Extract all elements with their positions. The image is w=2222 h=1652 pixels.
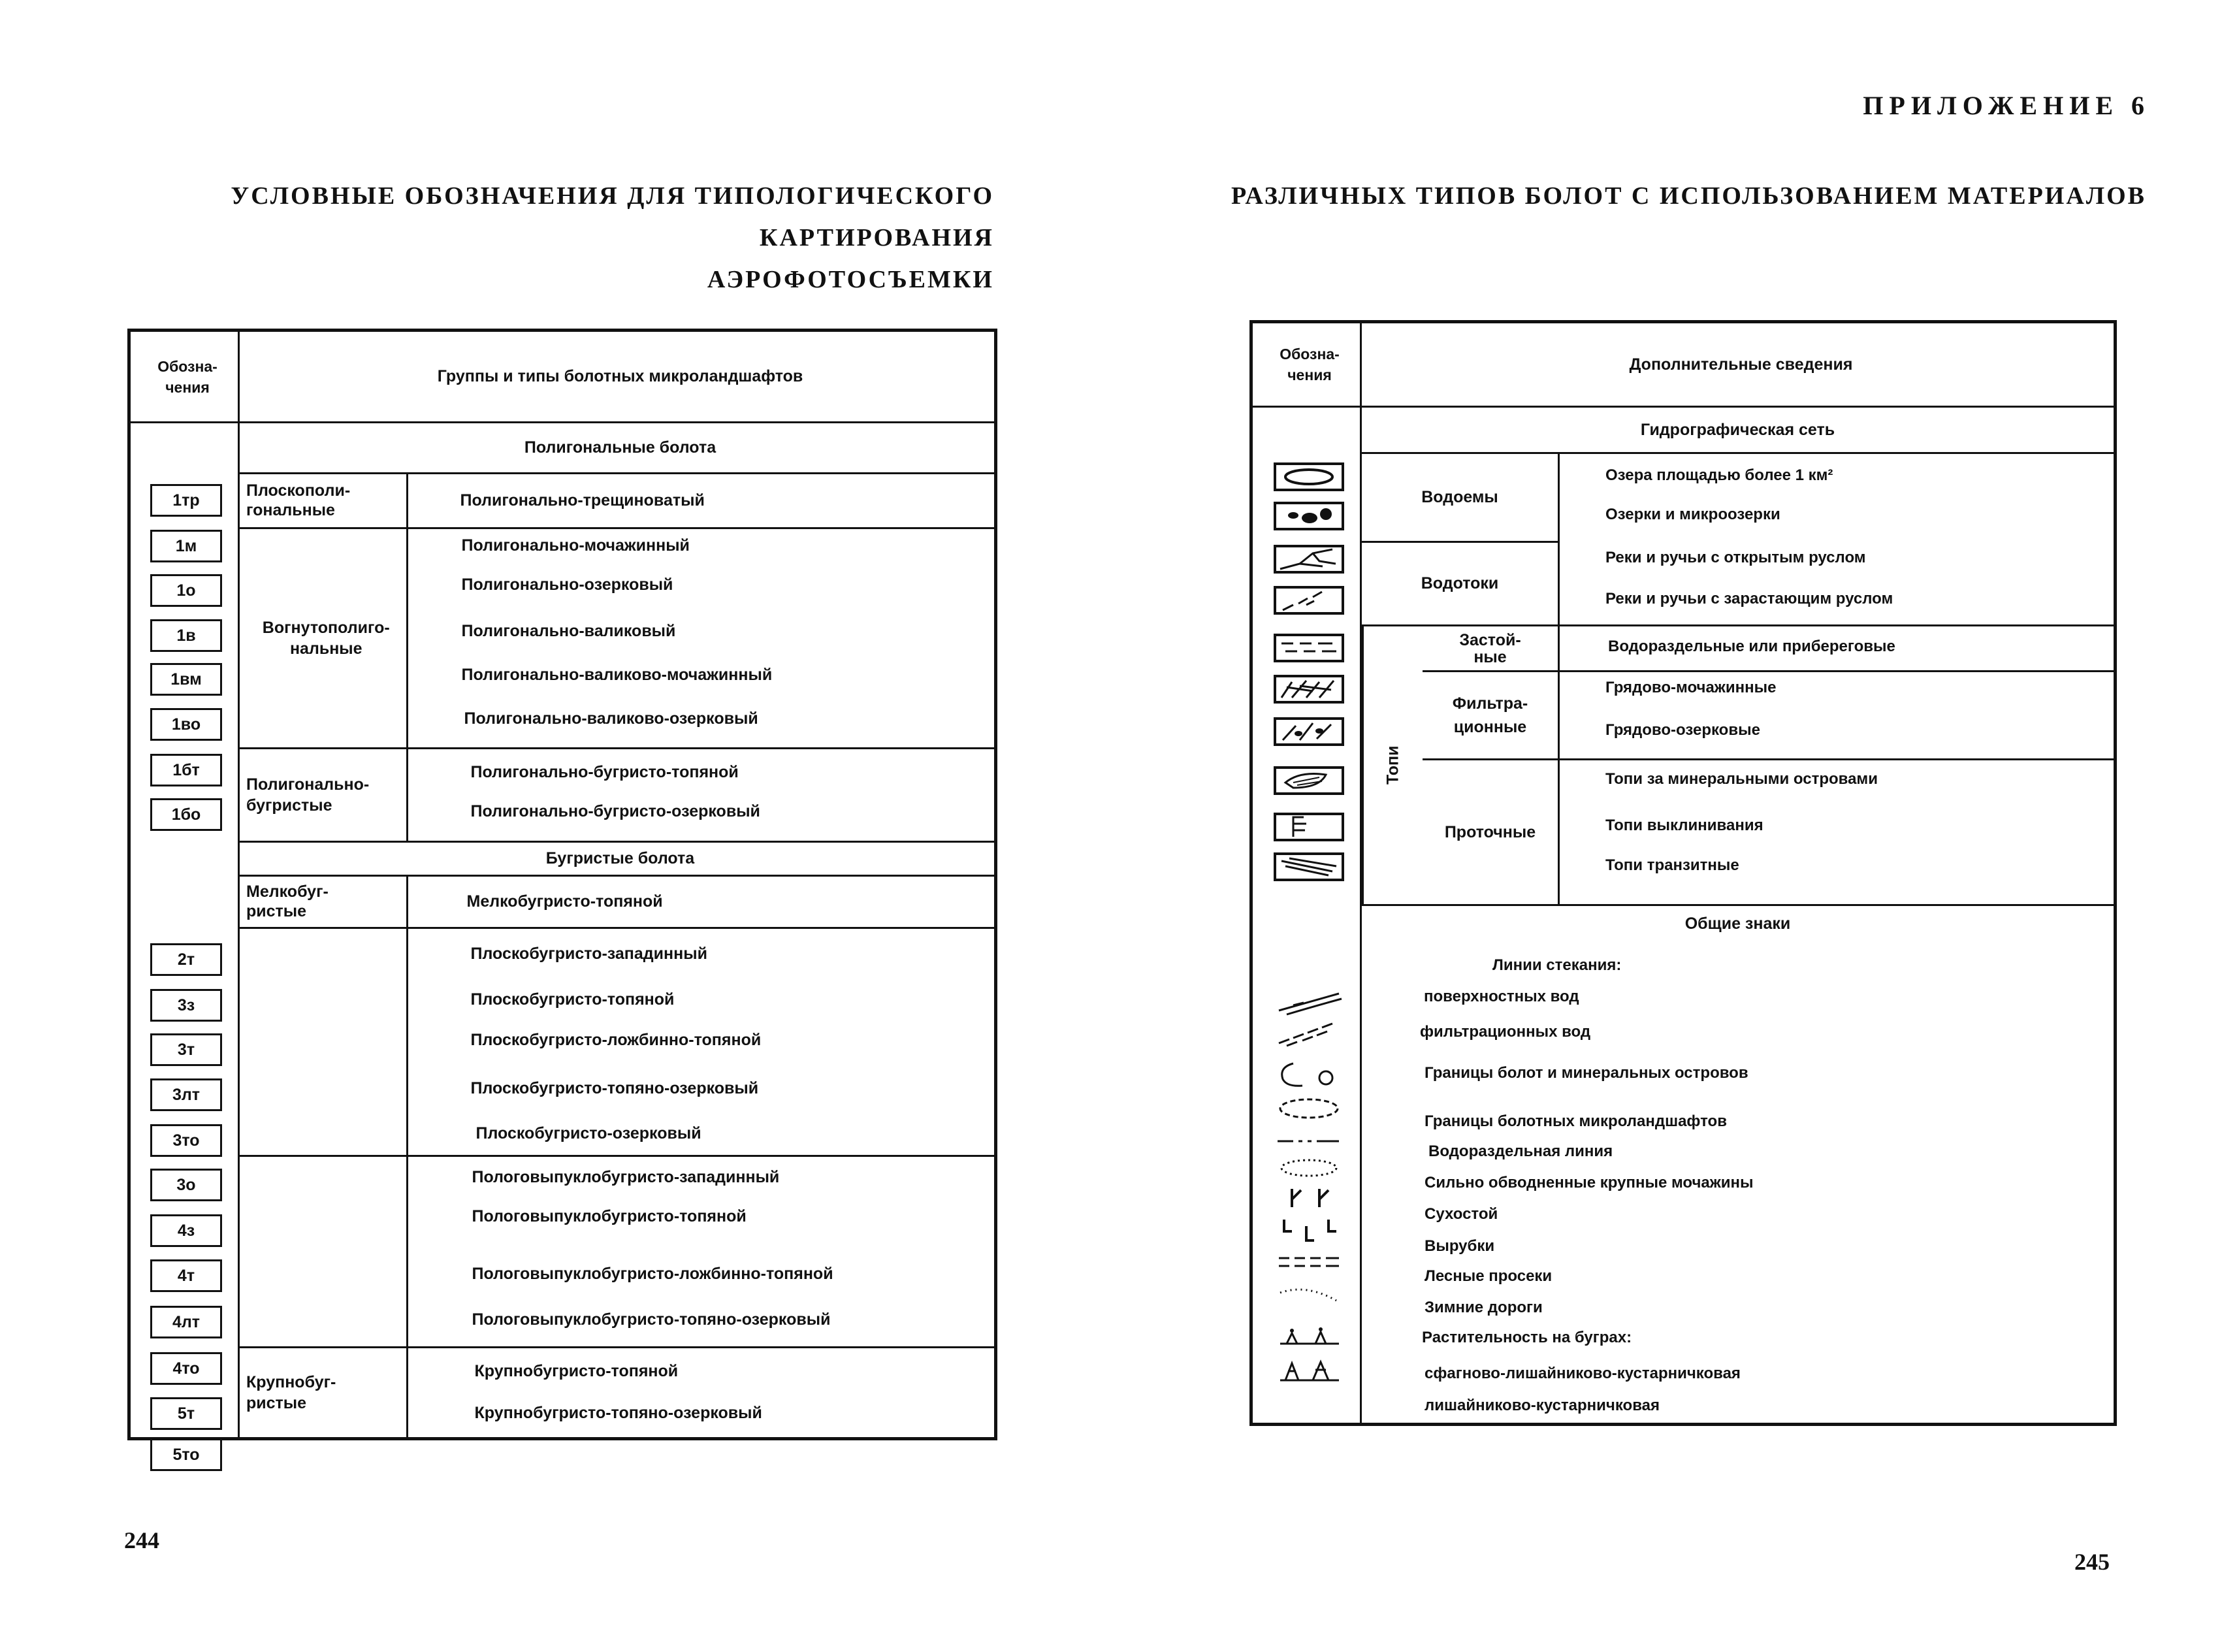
code-box: 4т [150,1259,222,1292]
group-polygonal-hummocky: Полигонально- бугристые [240,748,407,841]
right-legend-table [1249,320,2117,1426]
code-box: 3о [150,1169,222,1201]
code-box: 2т [150,943,222,976]
page-number-right: 245 [2074,1549,2110,1575]
section-hydro: Гидрографическая сеть [1362,408,2114,454]
code-box: 5то [150,1438,222,1471]
left-inner-table [240,423,994,1437]
type-row: Пологовыпуклобугристо-топяной [472,1207,747,1225]
island-fen-icon [1274,766,1344,796]
group-flat-hummocky-empty [240,928,407,1156]
section-hummocky: Бугристые болота [240,841,994,875]
type-row: Полигонально-бугристо-топяной [470,763,739,781]
sphagnum-vegetation-icon [1274,1319,1344,1349]
type-row: Пологовыпуклобугристо-топяно-озерковый [472,1310,831,1329]
lake-icon [1274,462,1344,492]
hydro-item: Грядово-мочажинные [1605,679,1777,696]
code-box: 1о [150,574,222,607]
section-polygonal: Полигональные болота [240,423,994,473]
code-box: 1бт [150,754,222,786]
code-box: 1во [150,708,222,741]
group-concave-polygonal: Вогнутополиго- нальные [240,528,407,748]
group-flat-polygonal: Плоскополи- гональные [240,473,407,528]
general-item: Водораздельная линия [1428,1142,1613,1160]
type-row: Пологовыпуклобугристо-ложбинно-топяной [472,1265,833,1283]
open-river-icon [1274,544,1344,574]
right-symbol-column [1251,407,1361,1425]
code-box: 4з [150,1214,222,1247]
type-row: Полигонально-валиково-мочажинный [461,666,773,684]
type-row: Плоскобугристо-ложбинно-топяной [470,1031,762,1049]
title-right: РАЗЛИЧНЫХ ТИПОВ БОЛОТ С ИСПОЛЬЗОВАНИЕМ МАТЕРИАЛОВ [1231,182,2146,210]
type-row: Плоскобугристо-топяно-озерковый [470,1079,759,1097]
sub-flowing: Проточные [1423,760,1560,904]
code-box: 1тр [150,484,222,517]
code-box: 4лт [150,1306,222,1338]
general-item: Лесные просеки [1425,1267,1553,1285]
appendix-label: ПРИЛОЖЕНИЕ 6 [1863,91,2150,120]
section-general: Общие знаки [1684,914,1791,933]
filtration-flow-icon [1274,1018,1344,1048]
type-row: Крупнобугристо-топяной [474,1362,679,1380]
type-row: Полигонально-бугристо-озерковый [470,802,760,820]
ridge-hollow-icon [1274,674,1344,704]
clearcut-icon [1274,1214,1344,1244]
title-left [0,175,994,300]
code-box: 1вм [150,663,222,696]
type-row: Полигонально-валиково-озерковый [464,709,758,728]
ridge-lake-icon [1274,717,1344,747]
wedge-fen-icon [1274,812,1344,842]
general-item: Растительность на буграх: [1422,1329,1632,1346]
hydro-item: Топи транзитные [1605,856,1739,874]
hydro-item: Озера площадью более 1 км² [1605,466,1833,484]
wet-hollow-icon [1274,1151,1344,1181]
type-row: Полигонально-озерковый [461,575,673,594]
watershed-line-icon [1274,1123,1344,1153]
general-item: Сухостой [1425,1205,1498,1223]
type-row: Полигонально-мочажинный [461,536,690,555]
code-box: 1бо [150,798,222,831]
left-code-column [129,423,239,1464]
hydro-item: Грядово-озерковые [1605,721,1760,739]
code-box: 3з [150,989,222,1022]
general-item: Линии стекания: [1492,956,1622,974]
page-number-left: 244 [124,1527,159,1553]
type-row: Плоскобугристо-озерковый [475,1124,701,1142]
general-item: Границы болот и минеральных островов [1425,1064,1748,1082]
code-box: 3т [150,1033,222,1066]
general-item: лишайниково-кустарничковая [1425,1397,1660,1414]
left-head-symbol: Обозна- чения [129,331,239,423]
surface-flow-icon [1274,988,1344,1018]
code-box: 3лт [150,1078,222,1111]
title-left-line2: АЭРОФОТОСЪЕМКИ [707,266,994,293]
general-item: фильтрационных вод [1420,1023,1591,1041]
dead-trees-icon [1274,1182,1344,1212]
small-lakes-icon [1274,501,1344,531]
general-item: Границы болотных микроландшафтов [1425,1112,1727,1130]
code-box: 5т [150,1397,222,1430]
type-row: Крупнобугристо-топяно-озерковый [474,1404,762,1422]
category-streams: Водотоки [1362,543,1560,626]
hydro-item: Водораздельные или прибереговые [1608,638,1895,655]
left-head-groups: Группы и типы болотных микроландшафтов [239,331,996,423]
transit-fen-icon [1274,852,1344,882]
sub-stagnant: Застой- ные [1423,626,1560,672]
type-row: Плоскобугристо-западинный [470,945,707,963]
general-item: Сильно обводненные крупные мочажины [1425,1174,1754,1191]
code-box: 3то [150,1124,222,1157]
type-row: Полигонально-трещиноватый [407,473,994,528]
overgrown-river-icon [1274,585,1344,615]
group-small-hummocky: Мелкобуг- ристые [240,875,407,928]
type-row: Мелкобугристо-топяной [407,875,994,928]
right-head-info: Дополнительные сведения [1361,322,2116,407]
right-head-symbol: Обозна- чения [1251,322,1361,407]
hydro-item: Реки и ручьи с открытым руслом [1605,549,1866,566]
general-item: Вырубки [1425,1237,1495,1255]
general-item: поверхностных вод [1424,988,1579,1005]
bog-boundary-icon [1274,1060,1344,1090]
group-convex-hummocky-empty [240,1156,407,1347]
type-row: Пологовыпуклобугристо-западинный [472,1168,780,1186]
winter-road-icon [1274,1278,1344,1308]
hydro-item: Реки и ручьи с зарастающим руслом [1605,590,1893,607]
code-box: 1в [150,619,222,652]
hydro-item: Озерки и микроозерки [1605,506,1780,523]
general-item: сфагново-лишайниково-кустарничковая [1425,1365,1741,1382]
title-left-line1: УСЛОВНЫЕ ОБОЗНАЧЕНИЯ ДЛЯ ТИПОЛОГИЧЕСКОГО КАРТИРОВАНИЯ [231,182,994,251]
type-row: Полигонально-валиковый [461,622,676,640]
sub-filtration: Фильтра- ционные [1423,672,1560,760]
category-fens: Топи [1362,626,1423,904]
left-legend-table [127,329,997,1464]
type-row: Плоскобугристо-топяной [470,990,675,1009]
code-box: 1м [150,530,222,562]
stagnant-fen-icon [1274,633,1344,663]
code-box: 4то [150,1352,222,1385]
hydro-item: Топи за минеральными островами [1605,770,1878,788]
microlandscape-boundary-icon [1274,1093,1344,1123]
lichen-vegetation-icon [1274,1354,1344,1384]
group-large-hummocky: Крупнобуг- ристые [240,1347,407,1437]
hydro-item: Топи выклинивания [1605,817,1763,834]
category-water-bodies: Водоемы [1362,454,1560,543]
general-item: Зимние дороги [1425,1299,1543,1316]
forest-clearing-icon [1274,1246,1344,1276]
